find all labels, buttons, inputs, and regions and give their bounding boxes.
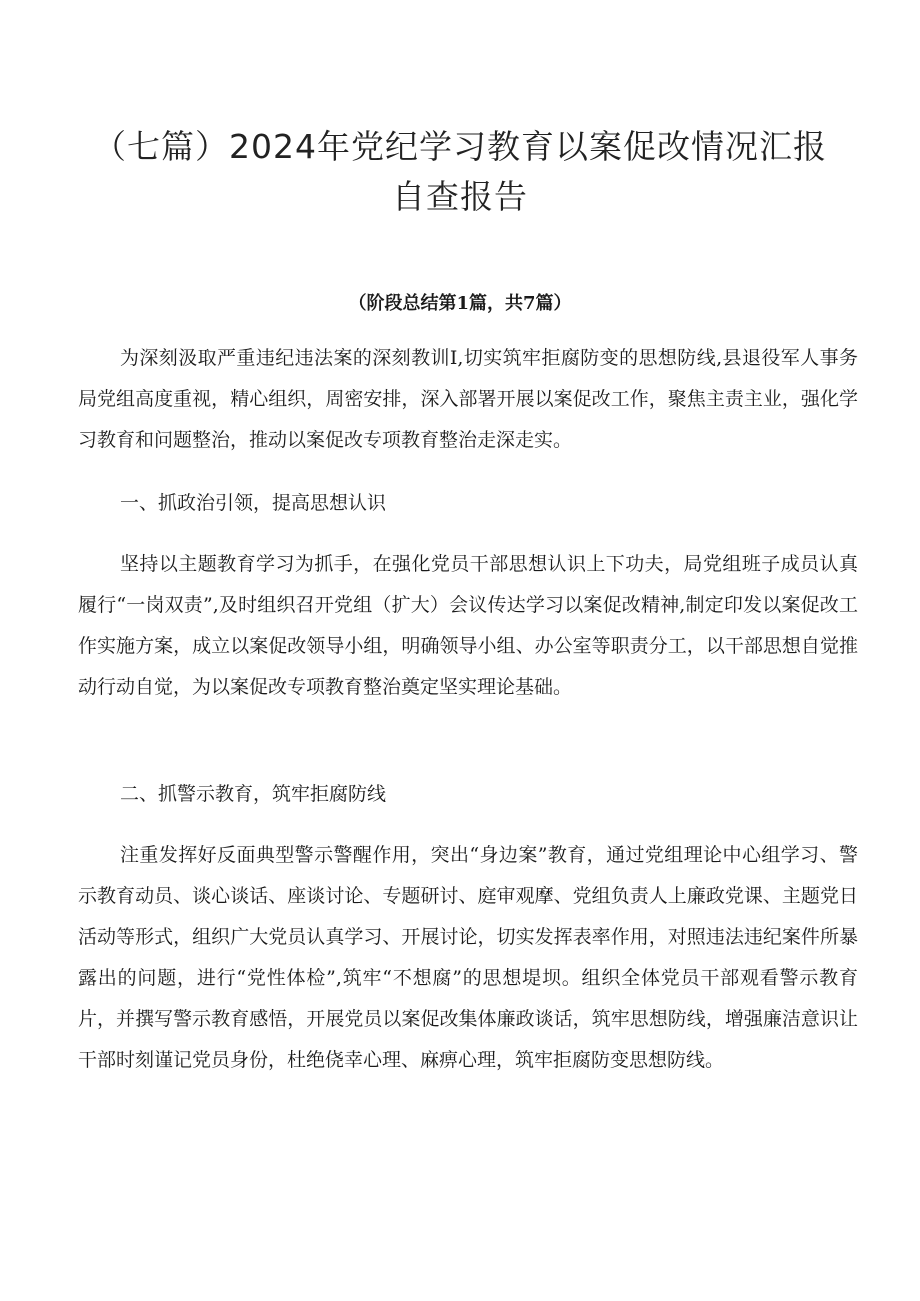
section-heading-1: 一、抓政治引领，提高思想认识 [120, 492, 387, 514]
intro-paragraph: 为深刻汲取严重违纪违法案的深刻教训I,切实筑牢拒腐防变的思想防线,县退役军人事务局党组高度重视，精心组织，周密安排，深入部署开展以案促改工作，聚焦主责主业，强化学习教育和问题整治，推动以案促改专项教育整治走深走实。 [78, 347, 858, 451]
section-body-1: 坚持以主题教育学习为抓手，在强化党员干部思想认识上下功夫，局党组班子成员认真履行“一岗双责”,及时组织召开党组（扩大）会议传达学习以案促改精神,制定印发以案促改工作实施方案，成立以案促改领导小组，明确领导小组、办公室等职责分工，以干部思想自觉推动行动自觉，为以案促改专项教育整治奠定坚实理论基础。 [78, 553, 858, 698]
section-heading-2: 二、抓警示教育，筑牢拒腐防线 [120, 783, 387, 805]
document-title: （七篇）2024年党纪学习教育以案促改情况汇报自查报告 [93, 127, 827, 216]
section-body-2: 注重发挥好反面典型警示警醒作用，突出“身边案”教育，通过党组理论中心组学习、警示教育动员、谈心谈话、座谈讨论、专题研讨、庭审观摩、党组负责人上廉政党课、主题党日活动等形式，组织广大党员认真学习、开展讨论，切实发挥表率作用，对照违法违纪案件所暴露出的问题，进行“党性体检”,筑牢“不想腐”的思想堤坝。组织全体党员干部观看警示教育片，并撰写警示教育感悟，开展党员以案促改集体廉政谈话，筑牢思想防线，增强廉洁意识让干部时刻谨记党员身份，杜绝侥幸心理、麻痹心理，筑牢拒腐防变思想防线。 [78, 844, 858, 1071]
document-subtitle: （阶段总结第1篇，共7篇） [348, 293, 572, 314]
